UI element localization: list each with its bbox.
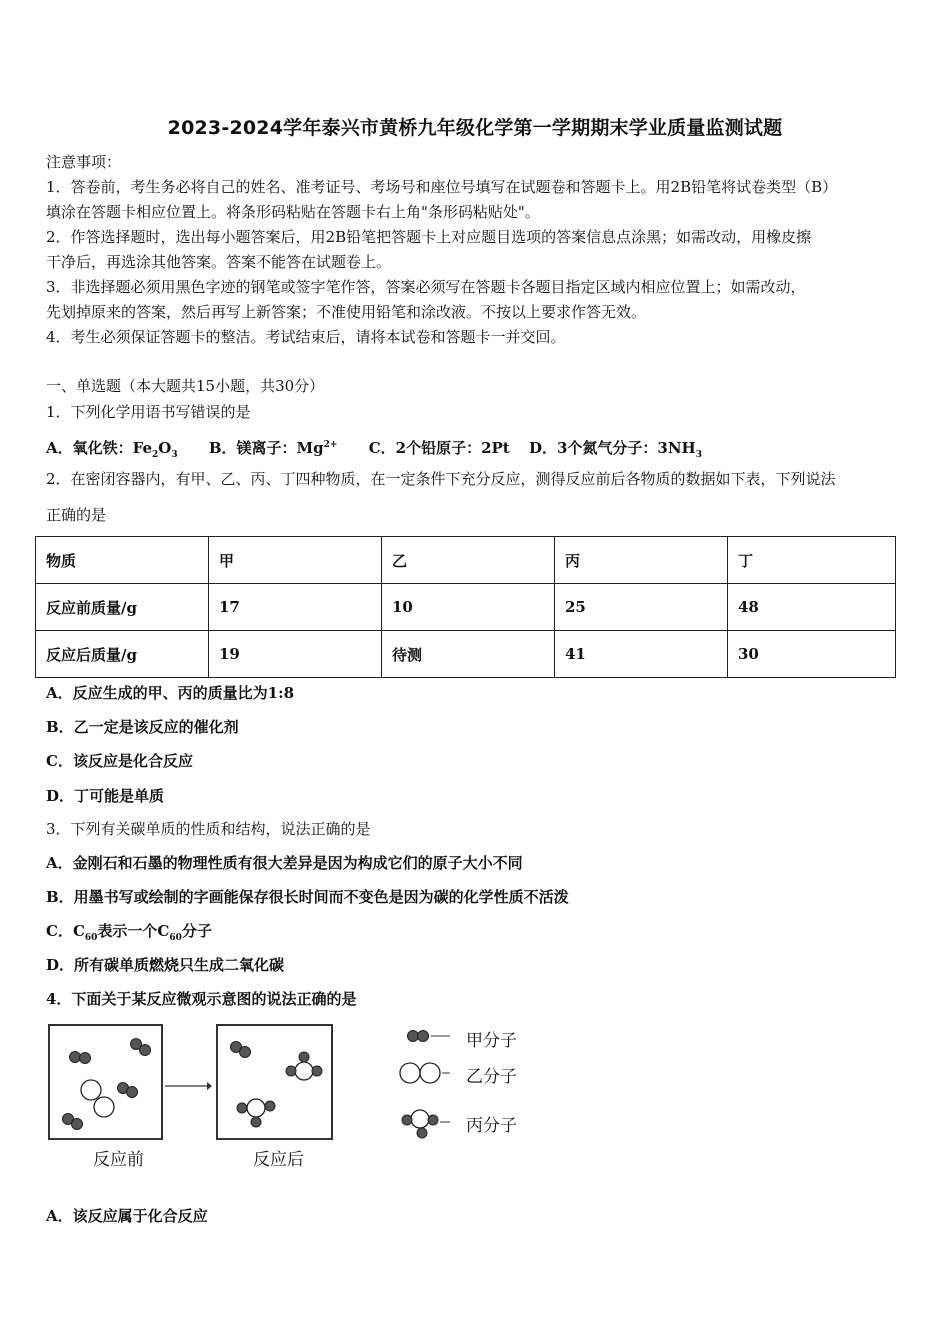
- jia-molecule-atom: [70, 1052, 81, 1063]
- table-cell: 物质: [36, 537, 209, 584]
- q2-option-b: B．乙一定是该反应的催化剂: [46, 718, 239, 736]
- table-cell: 19: [209, 631, 382, 678]
- table-cell: 丁: [728, 537, 896, 584]
- table-cell: 30: [728, 631, 896, 678]
- bing-molecule: [237, 1099, 275, 1127]
- table-row: [36, 537, 896, 584]
- before-caption: 反应前: [93, 1150, 144, 1170]
- yi-legend-icon: [420, 1063, 440, 1083]
- before-molecules: [50, 1026, 161, 1138]
- bing-molecule-atom: [286, 1066, 296, 1076]
- bing-molecule-atom: [299, 1052, 309, 1062]
- table-cell: 待测: [382, 631, 555, 678]
- jia-molecule-atom: [240, 1047, 251, 1058]
- jia-molecule-atom: [127, 1087, 138, 1098]
- q1-option-c: C．2个铅原子：2Pt: [368, 439, 510, 457]
- molecule-legend-icons: [396, 1024, 452, 1140]
- yi-molecule-atom: [81, 1080, 101, 1100]
- q3-option-a: A．金刚石和石墨的物理性质有很大差异是因为构成它们的原子大小不同: [46, 854, 523, 872]
- bing-molecule-atom: [295, 1062, 313, 1080]
- legend-label-bing: 丙分子: [466, 1116, 517, 1136]
- yi-molecule-atom: [94, 1097, 114, 1117]
- notice-line: 先划掉原来的答案，然后再写上新答案；不准使用铅笔和涂改液。不按以上要求作答无效。: [46, 303, 647, 321]
- bing-molecule-atom: [247, 1099, 265, 1117]
- question-1-stem: 1．下列化学用语书写错误的是: [46, 403, 251, 421]
- after-reaction-box: [216, 1024, 333, 1140]
- table-cell: 丙: [555, 537, 728, 584]
- table-cell: 10: [382, 584, 555, 631]
- q1-option-a: A．氧化铁：$Fe_2O_3$: [46, 439, 178, 460]
- notice-line: 4．考生必须保证答题卡的整洁。考试结束后，请将本试卷和答题卡一并交回。: [46, 328, 566, 346]
- table-cell: 41: [555, 631, 728, 678]
- bing-molecule-atom: [237, 1103, 247, 1113]
- question-1-options: [46, 436, 702, 464]
- before-reaction-box: [48, 1024, 163, 1140]
- jia-legend-icon: [418, 1031, 429, 1042]
- table-cell: 48: [728, 584, 896, 631]
- q1-option-d: D．3个氮气分子：$3NH_3$: [528, 439, 702, 460]
- jia-legend-icon: [408, 1031, 419, 1042]
- q3-option-c: C．$C_{60}$表示一个$C_{60}$分子: [46, 922, 212, 943]
- reaction-arrow-icon: [163, 1080, 213, 1092]
- table-row: [36, 631, 896, 678]
- question-2-stem: 正确的是: [46, 506, 107, 524]
- question-2-stem: 2．在密闭容器内，有甲、乙、丙、丁四种物质，在一定条件下充分反应，测得反应前后各物质的数据如下表，下列说法: [46, 470, 836, 488]
- question-3-stem: 3．下列有关碳单质的性质和结构，说法正确的是: [46, 820, 371, 838]
- yi-legend-icon: [400, 1063, 420, 1083]
- bing-molecule: [286, 1052, 322, 1080]
- q1-option-b: B．镁离子：$Mg^{2+}$: [208, 439, 338, 457]
- question-4-stem: 4．下面关于某反应微观示意图的说法正确的是: [46, 990, 357, 1008]
- bing-molecule-atom: [265, 1101, 275, 1111]
- bing-legend-icon: [428, 1115, 438, 1125]
- q2-option-d: D．丁可能是单质: [46, 787, 165, 805]
- notice-line: 填涂在答题卡相应位置上。将条形码粘贴在答题卡右上角"条形码粘贴处"。: [46, 203, 540, 221]
- notice-line: 2．作答选择题时，选出每小题答案后，用2B铅笔把答题卡上对应题目选项的答案信息点涂黑；如需改动，用橡皮擦: [46, 228, 812, 246]
- bing-molecule-atom: [251, 1117, 261, 1127]
- jia-molecule-atom: [80, 1053, 91, 1064]
- bing-legend-icon: [402, 1115, 412, 1125]
- table-cell: 反应后质量/g: [36, 631, 209, 678]
- table-cell: 反应前质量/g: [36, 584, 209, 631]
- table-cell: 17: [209, 584, 382, 631]
- bing-legend-icon: [411, 1110, 429, 1128]
- notice-line: 干净后，再选涂其他答案。答案不能答在试题卷上。: [46, 253, 392, 271]
- table-cell: 25: [555, 584, 728, 631]
- page-title: 2023-2024学年泰兴市黄桥九年级化学第一学期期末学业质量监测试题: [167, 117, 783, 139]
- q4-option-a: A．该反应属于化合反应: [46, 1207, 208, 1225]
- after-caption: 反应后: [253, 1150, 304, 1170]
- q2-option-a: A．反应生成的甲、丙的质量比为1:8: [46, 684, 295, 702]
- mass-table: [35, 536, 896, 678]
- table-row: [36, 584, 896, 631]
- q3-option-b: B．用墨书写或绘制的字画能保存很长时间而不变色是因为碳的化学性质不活泼: [46, 888, 569, 906]
- after-molecules: [218, 1026, 331, 1138]
- notice-line: 1．答卷前，考生务必将自己的姓名、准考证号、考场号和座位号填写在试题卷和答题卡上。用2B铅笔将试卷类型（B）: [46, 178, 838, 196]
- jia-molecule-atom: [72, 1119, 83, 1130]
- notice-line: 3．非选择题必须用黑色字迹的钢笔或签字笔作答，答案必须写在答题卡各题目指定区域内相应位置上；如需改动，: [46, 278, 806, 296]
- section-heading: 一、单选题（本大题共15小题，共30分）: [46, 377, 325, 395]
- bing-molecule-atom: [312, 1066, 322, 1076]
- jia-molecule-atom: [140, 1045, 151, 1056]
- q2-option-c: C．该反应是化合反应: [46, 752, 193, 770]
- table-cell: 乙: [382, 537, 555, 584]
- bing-legend-icon: [417, 1128, 427, 1138]
- notice-heading: 注意事项：: [46, 153, 122, 171]
- legend-label-yi: 乙分子: [466, 1067, 517, 1087]
- table-cell: 甲: [209, 537, 382, 584]
- q3-option-d: D．所有碳单质燃烧只生成二氧化碳: [46, 956, 285, 974]
- legend-label-jia: 甲分子: [466, 1031, 517, 1051]
